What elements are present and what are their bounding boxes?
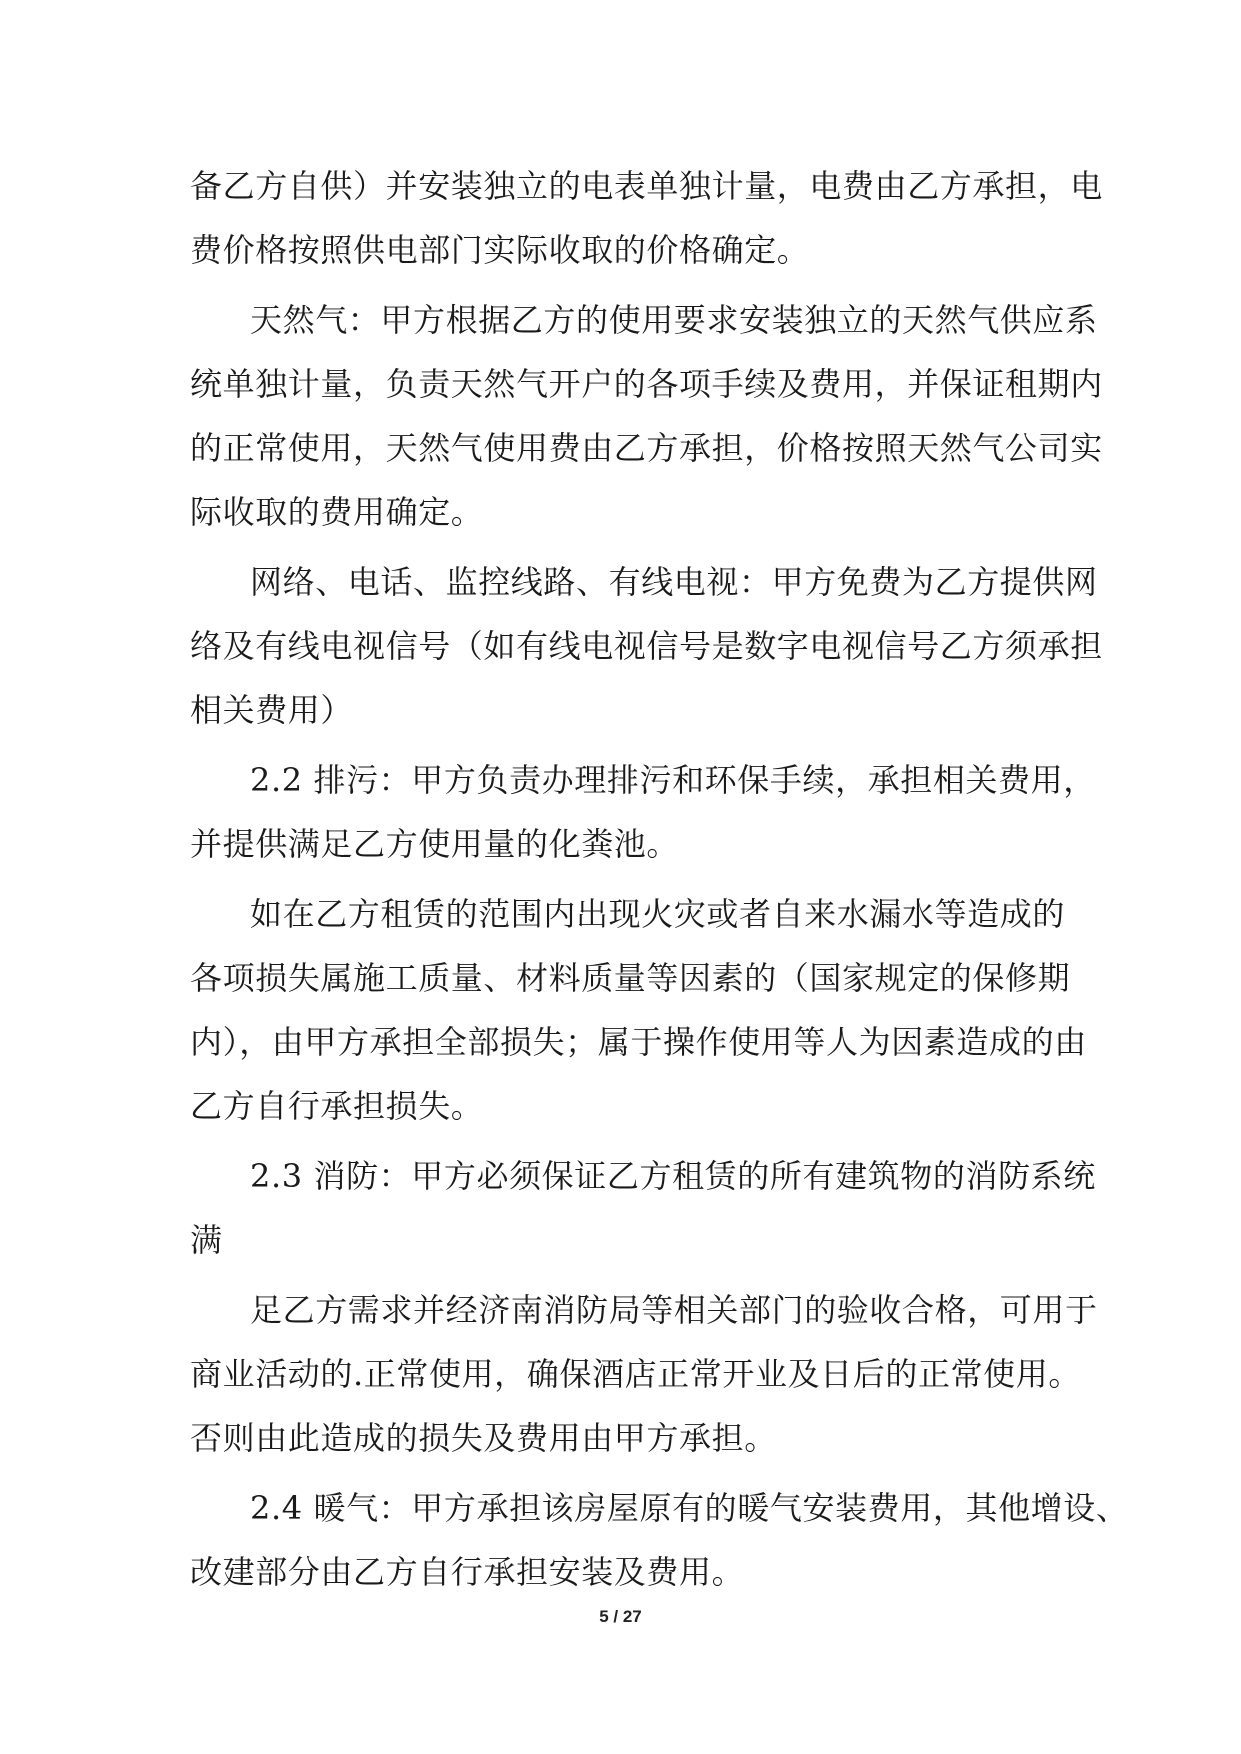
page-number: 5 / 27 (599, 1607, 642, 1626)
section-2-3-heading: 2.3 消防：甲方必须保证乙方租赁的所有建筑物的消防系统 (250, 1157, 1096, 1195)
text-line: 相关费用） (190, 691, 354, 729)
text-line: 各项损失属施工质量、材料质量等因素的（国家规定的保修期 (190, 959, 1071, 997)
text-line: 满 (190, 1221, 223, 1259)
text-line: 乙方自行承担损失。 (190, 1087, 484, 1125)
text-line: 并提供满足乙方使用量的化粪池。 (190, 825, 680, 863)
text-line: 统单独计量，负责天然气开户的各项手续及费用，并保证租期内 (190, 365, 1103, 403)
paragraph-start-fire-acceptance: 足乙方需求并经济南消防局等相关部门的验收合格，可用于 (250, 1291, 1098, 1329)
text-line: 商业活动的.正常使用，确保酒店正常开业及日后的正常使用。 (190, 1355, 1081, 1393)
text-line: 改建部分由乙方自行承担安装及费用。 (190, 1553, 745, 1591)
text-line: 备乙方自供）并安装独立的电表单独计量，电费由乙方承担，电 (190, 167, 1103, 205)
section-2-4-heading: 2.4 暖气：甲方承担该房屋原有的暖气安装费用，其他增设、 (250, 1489, 1129, 1527)
paragraph-start-natural-gas: 天然气：甲方根据乙方的使用要求安装独立的天然气供应系 (250, 301, 1098, 339)
paragraph-start-network: 网络、电话、监控线路、有线电视：甲方免费为乙方提供网 (250, 563, 1098, 601)
text-line: 际收取的费用确定。 (190, 493, 484, 531)
text-line: 费价格按照供电部门实际收取的价格确定。 (190, 231, 810, 269)
text-line: 络及有线电视信号（如有线电视信号是数字电视信号乙方须承担 (190, 627, 1103, 665)
paragraph-start-damage: 如在乙方租赁的范围内出现火灾或者自来水漏水等造成的 (250, 895, 1066, 933)
text-line: 否则由此造成的损失及费用由甲方承担。 (190, 1419, 777, 1457)
section-2-2-heading: 2.2 排污：甲方负责办理排污和环保手续，承担相关费用， (250, 761, 1096, 799)
text-line: 的正常使用，天然气使用费由乙方承担，价格按照天然气公司实 (190, 429, 1103, 467)
text-line: 内），由甲方承担全部损失；属于操作使用等人为因素造成的由 (190, 1023, 1087, 1061)
